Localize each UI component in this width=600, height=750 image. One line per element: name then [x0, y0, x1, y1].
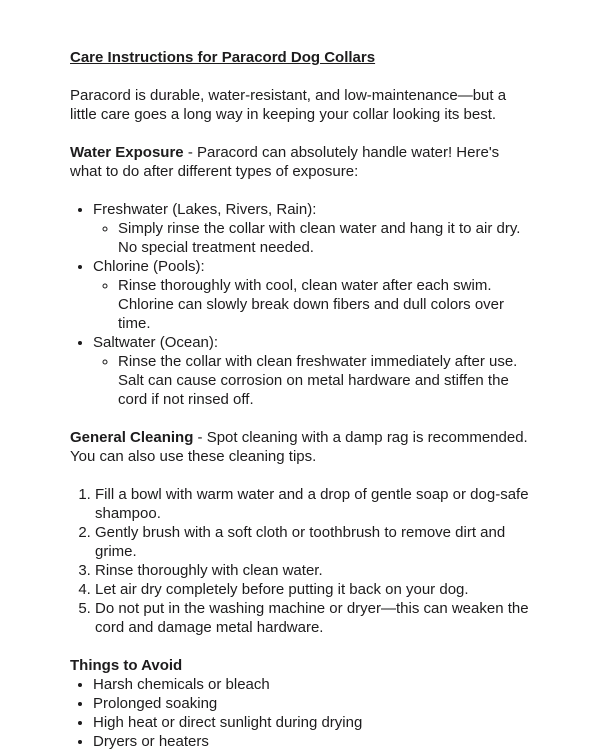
sub-list-item — [118, 219, 530, 257]
step-item-text: Let air dry completely before putting it back on your dog. — [95, 581, 469, 598]
avoid-item — [93, 713, 530, 732]
step-item-text: Fill a bowl with warm water and a drop of gentle soap or dog-safe shampoo. — [95, 486, 529, 522]
list-item — [93, 333, 530, 409]
sub-list-item-text: Rinse the collar with clean freshwater immediately after use. Salt can cause corrosion on metal hardware and stiffen the cord if not rinsed off. — [118, 353, 518, 408]
step-item-text: Rinse thoroughly with clean water. — [95, 562, 323, 579]
avoid-item-text: Prolonged soaking — [93, 695, 218, 712]
avoid-item — [93, 675, 530, 694]
general-cleaning-lead: - Spot cleaning with a damp rag is recommended. You can also use these cleaning tips. — [70, 429, 528, 465]
sub-list — [93, 219, 530, 257]
sub-list-item — [118, 276, 530, 333]
water-exposure-paragraph — [70, 143, 530, 181]
list-item-label: Chlorine (Pools): — [93, 258, 205, 275]
step-item — [95, 485, 530, 523]
general-cleaning-heading: General Cleaning — [70, 429, 194, 446]
water-exposure-lead: - Paracord can absolutely handle water! Here's what to do after different types of exposure: — [70, 144, 500, 180]
avoid-item — [93, 732, 530, 750]
document-title: Care Instructions for Paracord Dog Collars — [70, 49, 376, 66]
sub-list-item-text: Rinse thoroughly with cool, clean water after each swim. Chlorine can slowly break down fibers and dull colors over time. — [118, 277, 505, 332]
list-item — [93, 257, 530, 333]
things-to-avoid-list — [70, 675, 530, 750]
cleaning-steps-list — [70, 485, 530, 637]
water-exposure-list — [70, 200, 530, 409]
step-item — [95, 580, 530, 599]
general-cleaning-paragraph — [70, 428, 530, 466]
avoid-item-text: Dryers or heaters — [93, 733, 209, 750]
sub-list — [93, 352, 530, 409]
sub-list — [93, 276, 530, 333]
list-item — [93, 200, 530, 257]
things-to-avoid-heading: Things to Avoid — [70, 657, 183, 674]
water-exposure-heading: Water Exposure — [70, 144, 184, 161]
sub-list-item-text: Simply rinse the collar with clean water and hang it to air dry. No special treatment needed. — [118, 220, 521, 256]
intro-paragraph: Paracord is durable, water-resistant, and low-maintenance—but a little care goes a long way in keeping your collar looking its best. — [70, 87, 507, 123]
list-item-label: Saltwater (Ocean): — [93, 334, 219, 351]
avoid-item-text: High heat or direct sunlight during drying — [93, 714, 363, 731]
avoid-item — [93, 694, 530, 713]
step-item — [95, 561, 530, 580]
avoid-item-text: Harsh chemicals or bleach — [93, 676, 270, 693]
sub-list-item — [118, 352, 530, 409]
step-item — [95, 523, 530, 561]
step-item — [95, 599, 530, 637]
step-item-text: Do not put in the washing machine or dryer—this can weaken the cord and damage metal hardware. — [95, 600, 529, 636]
step-item-text: Gently brush with a soft cloth or toothbrush to remove dirt and grime. — [95, 524, 506, 560]
list-item-label: Freshwater (Lakes, Rivers, Rain): — [93, 201, 317, 218]
